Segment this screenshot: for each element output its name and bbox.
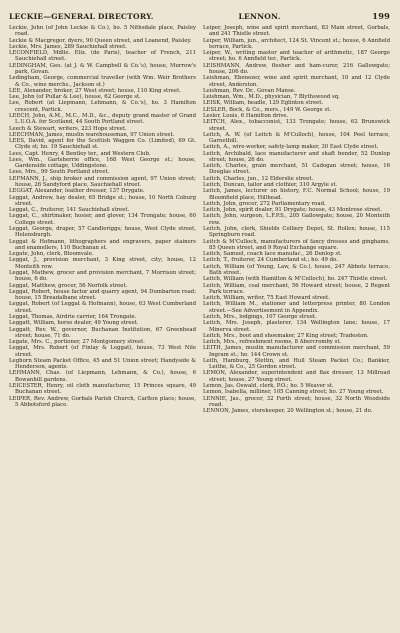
directory-entry: Leitch, A. W. (of Leitch & M'Culloch), house, 104 Peel terrace, Garnethill.: [203, 131, 390, 145]
directory-entry: Lees, Wm., Gartsherrie office, 168 West George st.; house, Gardenside cottage, Uddingstone.: [9, 156, 196, 170]
directory-entry: LEES, David, agent for the Scottish Waggon Co. (Limited), 69 Gt. Clyde st; ho. 19 Sauchiehall st.: [9, 138, 196, 151]
directory-entry: Lemon, Isabella, milliner, 105 Canning street; ho. 27 Young street.: [203, 389, 384, 396]
right-column: [203, 25, 390, 630]
directory-entry: Leith, Hamburg, Stettin, and Hull Steam Packet Co.; Bankier, Leithe, & Co., 25 Gordon street.: [203, 357, 390, 371]
directory-entry: LEIPER, Rev. Andrew, Gorbals Parish Church, Carlton place; house, 5 Abbotsford place.: [9, 395, 196, 408]
directory-entry: LEE, Alexander, broker, 27 West street; house, 110 King street.: [9, 87, 181, 94]
directory-entry: Leitch, John, clerk, Shields Colliery Depot, St. Rollox; house, 115 Springburn road.: [203, 226, 390, 239]
directory-entry: Leiper, William, jun., architect, 124 St. Vincent st.; house, 6 Annfield terrace, Partick.: [203, 37, 390, 50]
directory-entry: Leishman, Rev. Dr., Govan Manse.: [203, 87, 296, 94]
directory-entry: Leiper, W., writing master and teacher of arithmetic, 187 George street; ho. 6 Annfield ter., Partick.: [203, 50, 390, 63]
page-number: 199: [372, 11, 390, 21]
directory-entry: LEICESTER, Henry, oil cloth manufacturer, 15 Princes square, 49 Buchanan street.: [9, 383, 196, 396]
directory-entry: LESLER, Bock, & Co., mers., 149 W. George st.: [203, 106, 332, 113]
directory-entry: LEECH, John, A.M., M.C., M.D., &c., deputy grand master of Grand L.U.O.A. for Scotland, 44 South Portland street.: [9, 112, 196, 126]
directory-entry: Leitch, Archibald, lace manufacturer and shaft bender, 52 Dunlop street; house, 26 do.: [203, 150, 390, 163]
directory-entry: Leggat, Thomas, Airdrie carrier, 164 Trongate.: [9, 313, 137, 320]
directory-entry: Leitch, Mrs., lodgings, 107 George street.: [203, 313, 317, 320]
directory-entry: Leitch, William (with Hamilton & M'Culloch), ho. 247 Thistle street.: [203, 276, 388, 283]
directory-entry: Leggat, Robert, house factor and quarry agent, 94 Dumbarton road; house, 15 Breadalbane street.: [9, 288, 196, 302]
directory-entry: Leggat, Mrs. Robert (of Finlay & Leggat), house, 73 West Nile street.: [9, 345, 196, 358]
directory-entry: Leitch, William, coal merchant, 56 Howard street; house, 2 Regent Park terrace.: [203, 282, 390, 295]
directory-entry: Leitch, William, writer, 75 East Howard street.: [203, 295, 330, 302]
directory-entry: LEHMANN, Chas. (of Liepmann, Lehmann, & Co.), house, 6 Bowanhill gardens.: [9, 370, 196, 383]
directory-entry: Leggatt, Rev. W., governor, Buchanan Institution, 67 Greenhead street; house, 71 do.: [9, 326, 196, 339]
directory-entry: Leitch, William M., stationer and letterpress printer, 80 London street.—See Advertisement in Appendix.: [203, 301, 390, 314]
running-header: [9, 11, 390, 22]
directory-entry: Leitch, John, surgeon, L.F.P.S., 205 Gallowgate; house, 20 Monteith row.: [203, 213, 390, 226]
directory-entry: LECONFIELD, Mdlle. Eliz. (de Paris), teacher of French, 211 Sauchiehall street.: [9, 50, 196, 63]
directory-entry: Leckie & Macgregor, dyers, 90 Queen street, and Loanend, Paisley.: [9, 37, 192, 44]
directory-entry: Leggat, Mathew, grocer and provision merchant, 7 Morrison street; house, 6 do.: [9, 269, 196, 283]
directory-entry: Leech & Stewart, writers, 223 Hope street.: [9, 125, 127, 132]
directory-entry: Leckie, John (of John Leckie & Co.), ho. 5 Nithsdale place, Paisley road.: [9, 25, 196, 38]
header-center: LENNON.: [238, 12, 281, 21]
directory-entry: Leitch, James, lecturer on history, F.C. Normal School; house, 19 Bloomfield place, Hillhead.: [203, 188, 390, 201]
directory-entry: Leiper, Joseph, wine and spirit merchant, 83 Main street, Gorbals, and 241 Thistle street.: [203, 25, 390, 38]
directory-entry: Leitch, Samuel, coach lace manufac., 26 Dunlop st.: [203, 251, 342, 258]
directory-entry: Ledingham, George, commercial traveller (with Wm. Weir Brothers & Co., wine merchs., Jackson st.): [9, 75, 196, 88]
left-column: [9, 25, 196, 630]
header-left: LECKIE—GENERAL DIRECTORY.: [9, 12, 154, 21]
directory-entry: Lee, Robert (at Liepmann, Lehmann, & Co.'s), ho. 3 Hamilton crescent, Partick.: [9, 100, 196, 113]
directory-entry: Leitch, T., fruiterer, 24 Cumberland st.; ho. 49 do.: [203, 257, 338, 264]
directory-entry: Leggat, George, draper, 57 Candleriggs; house, West Clyde street, Helensburgh.: [9, 226, 196, 239]
directory-entry: Leitch, Charles, grain merchant, 51 Cadogan street; house, 16 Douglas street.: [203, 163, 390, 176]
directory-entry: LENNIE, Jas., grocer, 32 Forth street; house, 32 North Woodside road.: [203, 395, 390, 408]
directory-entry: Leggat & Hofmann, lithographers and engravers, paper stainers and enamellers, 110 Buchanan st.: [9, 238, 196, 251]
directory-entry: LEISHMANN, Andrew, flesher and ham-curer, 216 Gallowgate; house, 206 do.: [203, 62, 390, 75]
directory-entry: Leggat, J., provision merchant, 3 King street, city; house, 12 Monteith row.: [9, 257, 196, 270]
directory-entry: Lees, Mrs., 99 South Portland street.: [9, 169, 110, 176]
directory-entry: Leitch, Mrs., refreshment rooms, 8 Abercromby st.: [203, 339, 342, 346]
directory-entry: Leitch & M'Culloch, manufacturers of fancy dresses and ginghams, 85 Queen street, and 9 Royal Exchange square.: [203, 238, 390, 251]
directory-entry: Leishman, Ebenezer, wine and spirit merchant, 10 and 12 Clyde street, Anderston.: [203, 75, 390, 88]
directory-entry: Leitch, William (of Young, Law, & Co.), house, 247 Abbots terrace, Bath street.: [203, 263, 390, 276]
directory-entry: LEGGAT, Alexander, leather dresser, 137 Drygate.: [9, 188, 145, 195]
directory-entry: Leitch, Duncan, tailor and clothier, 310 Argyle st.: [203, 182, 338, 189]
directory-entry: Leitch, Charles, jun., 12 Elderslie street.: [203, 175, 314, 182]
directory-entry: Leggat, Robert (of Leggat & Hofmann), house, 63 West Cumberland street.: [9, 301, 196, 314]
directory-entry: Lees, Capt. Henry, 4 Bentley ter., and Western Club.: [9, 150, 151, 157]
directory-entry: Leggat, C., fruiterer, 141 Sauchiehall street.: [9, 207, 130, 214]
directory-entry: Lee, John (of Pullar & Lee), house, 62 George st.: [9, 94, 141, 101]
directory-entry: Leitch, John, spirit dealer, 91 Drygate; house, 43 Montrose street.: [203, 207, 382, 214]
directory-entry: Leghorn Steam Packet Office, 45 and 51 Union street; Handyside & Henderson, agents.: [9, 357, 196, 371]
directory-entry: Leitch, A., wire-worker, safety-lamp maker, 30 East Clyde street.: [203, 144, 379, 151]
directory-entry: LEITH, James, muslin manufacturer and commission merchant, 59 Ingram st.; ho. 144 Crown st.: [203, 345, 390, 358]
directory-entry: LEFMANN, J., ship broker and commission agent, 97 Union street; house, 26 Sandyford place, Sauchiehall street.: [9, 175, 196, 189]
directory-entry: Lesler, Louis, 6 Hamilton drive.: [203, 112, 289, 119]
directory-entry: LEDINGHAM, Geo. (at J. & W. Campbell & Co.'s), house, Murrow's park, Govan.: [9, 62, 196, 75]
directory-entry: LEECHMAN, James, muslin warehouseman, 97 Union street.: [9, 131, 175, 138]
directory-entry: LENNON, James, storekeeper, 20 Wellington st.; house, 21 do.: [203, 408, 373, 415]
directory-entry: Leggat, Matthew, grocer, 56 Norfolk street.: [9, 282, 128, 289]
directory-entry: LEITCH, Alex., tobacconist, 133 Trongate; house, 62 Brunswick street.: [203, 119, 390, 132]
directory-entry: Leckie, Mrs. James, 289 Sauchiehall street.: [9, 43, 127, 50]
directory-entry: LEMON, Alexander, superintendent and flax dresser, 13 Millroad street; house, 27 Young street.: [203, 370, 390, 383]
directory-entry: Leitch, Mrs., boot and shoemaker, 27 King street; Tradeston.: [203, 332, 369, 339]
directory-entry: Leitch, John, grocer, 272 Parliamentary road.: [203, 200, 326, 207]
directory-entry: Lemon, Jas. Oswald, clerk, P.O.; ho. 5 Weaver st.: [203, 383, 334, 390]
directory-entry: Legate, John, clerk, Bloomvale.: [9, 251, 94, 258]
directory-entry: Leggat, C., shirtmaker, hosier, and glover, 134 Trongate; house, 60 College street.: [9, 213, 196, 226]
directory-entry: Leitch, Mrs. Joseph, plasterer, 134 Wellington lane; house, 17 Minerva street.: [203, 320, 390, 333]
directory-entry: LEISK, William, beadle, 129 Eglinton street.: [203, 100, 324, 107]
directory-entry: Leggat, Andrew, hay dealer, 65 Bridge st.; house, 10 North Coburg street.: [9, 194, 196, 207]
columns: [9, 25, 390, 630]
directory-entry: Leishman, Wm., M.D., physician, 7 Blythswood sq.: [203, 94, 340, 101]
directory-entry: Leggatt, William, horse dealer, 49 Young street.: [9, 320, 139, 327]
directory-entry: Legate, Mrs. C., portioner, 27 Montgomery street.: [9, 339, 145, 346]
